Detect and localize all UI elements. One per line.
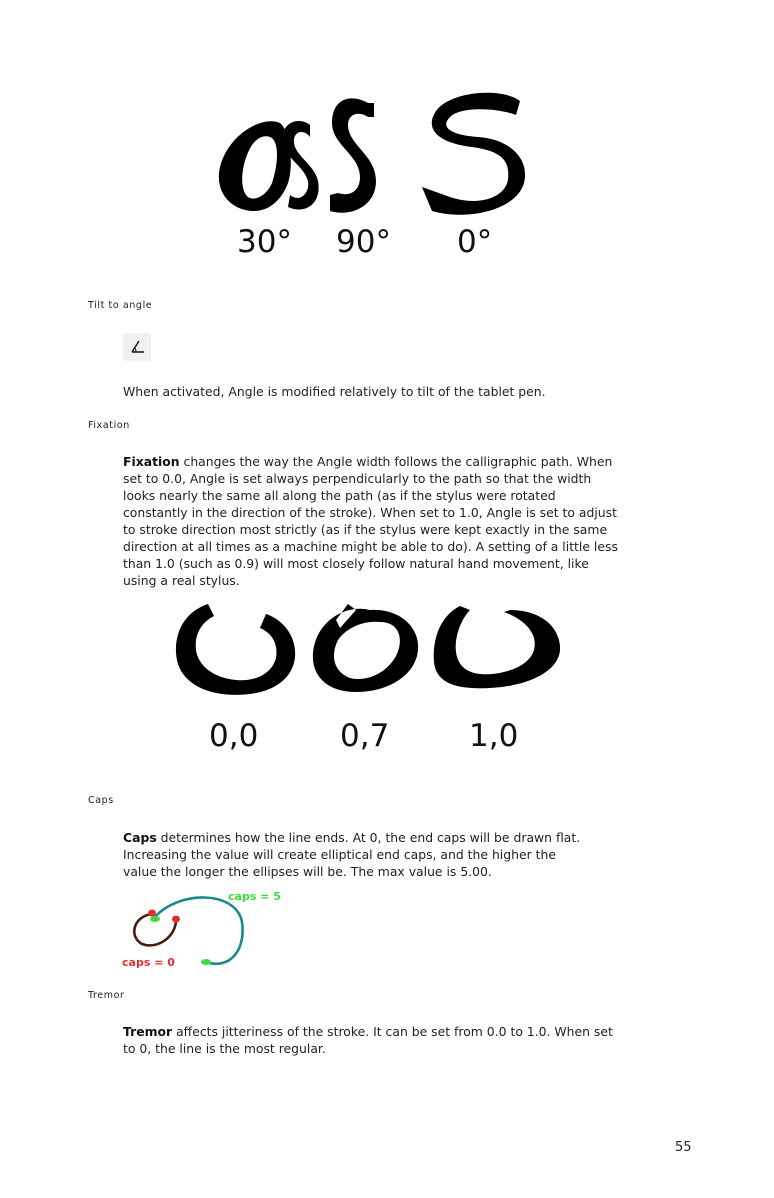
stroke-fixation-1-0: [434, 606, 560, 688]
stroke-fixation-0-0: [176, 604, 295, 695]
fixation-label-0-0: 0,0: [209, 718, 259, 754]
stroke-90-degrees: [330, 98, 376, 212]
caps-green-end-2: [201, 959, 211, 965]
tremor-term: Tremor: [123, 1024, 173, 1039]
angle-label-30: 30°: [237, 224, 292, 260]
stroke-30-degrees: [219, 121, 291, 211]
tilt-to-angle-icon: [123, 333, 151, 361]
caps-5-label: caps = 5: [228, 890, 281, 903]
caps-red-end-2: [172, 916, 180, 923]
stroke-fixation-0-7: [313, 604, 418, 692]
section-heading-caps: Caps: [88, 795, 114, 806]
caps-text: determines how the line ends. At 0, the end caps will be drawn flat. Increasing the value will create elliptical end caps, and the higher the value the longer the ellipses will be. The max value is 5.00.: [123, 830, 581, 879]
caps-green-end-1: [150, 916, 160, 922]
page-number: 55: [675, 1140, 692, 1155]
tremor-description: [123, 1023, 613, 1057]
section-heading-tilt: Tilt to angle: [88, 300, 153, 311]
section-heading-fixation: Fixation: [88, 420, 130, 431]
angle-label-90: 90°: [336, 224, 391, 260]
angle-label-0: 0°: [457, 224, 493, 260]
section-heading-tremor: Tremor: [88, 990, 125, 1001]
caps-term: Caps: [123, 830, 157, 845]
fixation-label-0-7: 0,7: [340, 718, 390, 754]
caps-red-end-1: [148, 910, 156, 917]
caps-0-label: caps = 0: [122, 956, 175, 969]
fixation-text: changes the way the Angle width follows the calligraphic path. When set to 0.0, Angle is set always perpendicularly to the path so that the width looks nearly the same all along the path (as if the stylus were rotated constantly in the direction of the stroke). When set to 1.0, Angle is set to adjust to stroke direction most strictly (as if the stylus were kept exactly in the same direction at all times as a machine might be able to do). A setting of a little less than 1.0 (such as 0.9) will most closely follow natural hand movement, like using a real stylus.: [123, 454, 618, 588]
fixation-term: Fixation: [123, 454, 180, 469]
tilt-to-angle-button[interactable]: [123, 333, 151, 361]
caps-large-curve: [154, 897, 243, 963]
fixation-label-1-0: 1,0: [469, 718, 519, 754]
angle-example-strokes: [210, 85, 540, 220]
tilt-description: When activated, Angle is modified relatively to tilt of the tablet pen.: [123, 384, 546, 399]
fixation-description: [123, 453, 623, 589]
caps-description: [123, 829, 593, 880]
stroke-0-degrees: [422, 93, 525, 215]
fixation-example-strokes: [170, 600, 570, 700]
tremor-text: affects jitteriness of the stroke. It can be set from 0.0 to 1.0. When set to 0, the line is the most regular.: [123, 1024, 613, 1056]
